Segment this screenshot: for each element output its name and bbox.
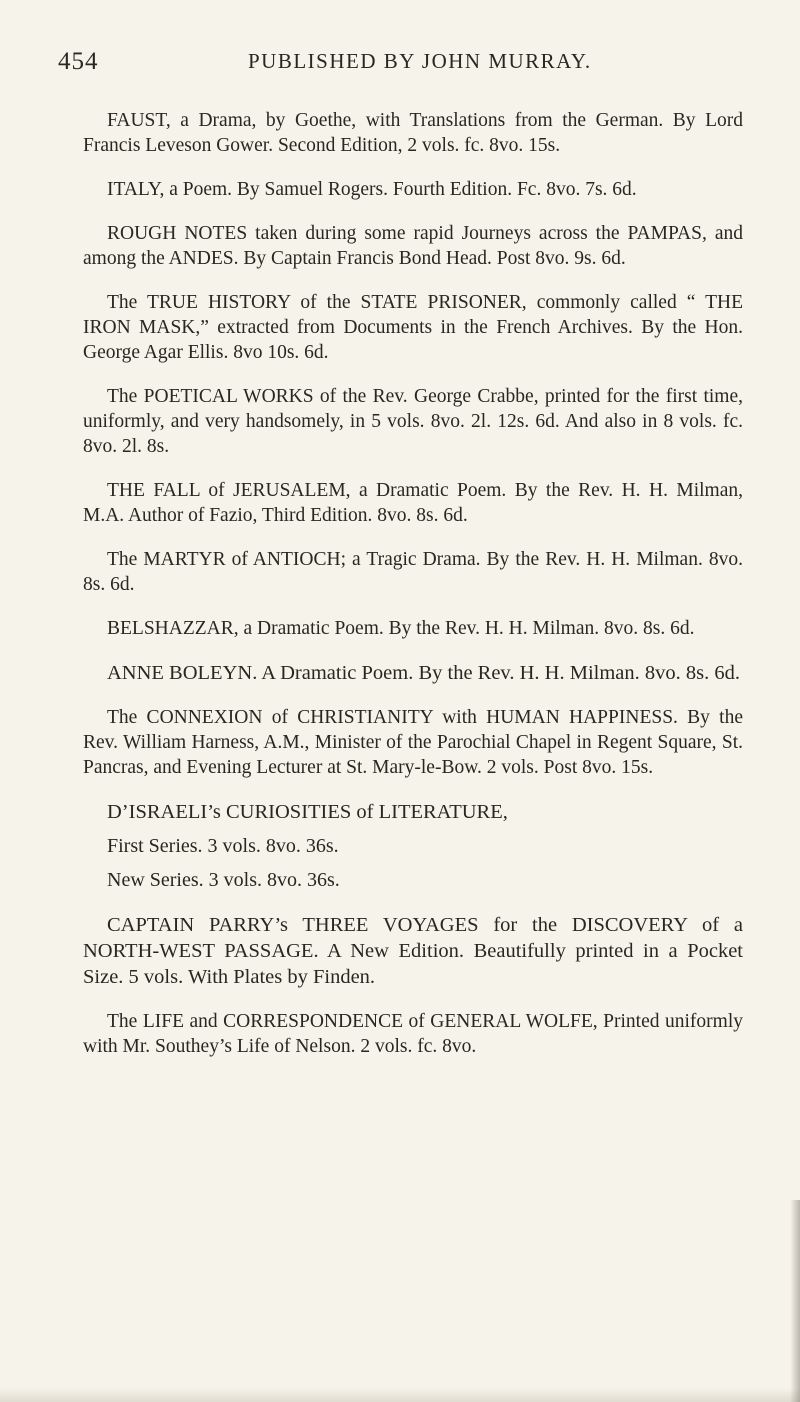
entry-fall-of-jerusalem: THE FALL of JERUSALEM, a Dramatic Poem. By the Rev. H. H. Milman, M.A. Author of Fazio, Third Edition. 8vo. 8s. 6d. <box>83 480 743 526</box>
entry-crabbe: The POETICAL WORKS of the Rev. George Crabbe, printed for the first time, uniformly, and very handsomely, in 5 vols. 8vo. 2l. 12s. 6d. And also in 8 vols. fc. 8vo. 2l. 8s. <box>83 386 743 457</box>
entry-disraeli <box>83 799 743 893</box>
disraeli-new-series: New Series. 3 vols. 8vo. 36s. <box>107 869 340 891</box>
page-edge-shadow <box>790 1200 800 1402</box>
entry-rough-notes: ROUGH NOTES taken during some rapid Journeys across the PAMPAS, and among the ANDES. By Captain Francis Bond Head. Post 8vo. 9s. 6d. <box>83 223 743 269</box>
entry-faust: FAUST, a Drama, by Goethe, with Translations from the German. By Lord Francis Leveson Gower. Second Edition, 2 vols. fc. 8vo. 15s. <box>83 110 743 156</box>
entry-italy: ITALY, a Poem. By Samuel Rogers. Fourth Edition. Fc. 8vo. 7s. 6d. <box>107 179 637 200</box>
disraeli-first-series: First Series. 3 vols. 8vo. 36s. <box>107 835 339 857</box>
entry-iron-mask: The TRUE HISTORY of the STATE PRISONER, commonly called “ THE IRON MASK,” extracted from Documents in the French Archives. By the Hon. George Agar Ellis. 8vo 10s. 6d. <box>83 292 743 363</box>
running-title: PUBLISHED BY JOHN MURRAY. <box>248 49 592 73</box>
page-number: 454 <box>58 48 99 75</box>
bottom-edge-shadow <box>0 1388 800 1402</box>
entry-parry: CAPTAIN PARRY’s THREE VOYAGES for the DISCOVERY of a NORTH-WEST PASSAGE. A New Edition. Beautifully printed in a Pocket Size. 5 vols. With Plates by Finden. <box>83 914 743 988</box>
page-header <box>58 48 748 76</box>
entry-anne-boleyn: ANNE BOLEYN. A Dramatic Poem. By the Rev. H. H. Milman. 8vo. 8s. 6d. <box>107 662 740 684</box>
entry-martyr-of-antioch: The MARTYR of ANTIOCH; a Tragic Drama. By the Rev. H. H. Milman. 8vo. 8s. 6d. <box>83 549 743 595</box>
entry-wolfe: The LIFE and CORRESPONDENCE of GENERAL WOLFE, Printed uniformly with Mr. Southey’s Life of Nelson. 2 vols. fc. 8vo. <box>83 1011 743 1057</box>
disraeli-title: D’ISRAELI’s CURIOSITIES of LITERATURE, <box>107 801 508 823</box>
catalogue-entries <box>83 108 743 1078</box>
entry-belshazzar: BELSHAZZAR, a Dramatic Poem. By the Rev. H. H. Milman. 8vo. 8s. 6d. <box>107 618 695 639</box>
entry-connexion: The CONNEXION of CHRISTIANITY with HUMAN HAPPINESS. By the Rev. William Harness, A.M., Minister of the Parochial Chapel in Regent Square, St. Pancras, and Evening Lecturer at St. Mary-le-Bow. 2 vols. Post 8vo. 15s. <box>83 707 743 778</box>
